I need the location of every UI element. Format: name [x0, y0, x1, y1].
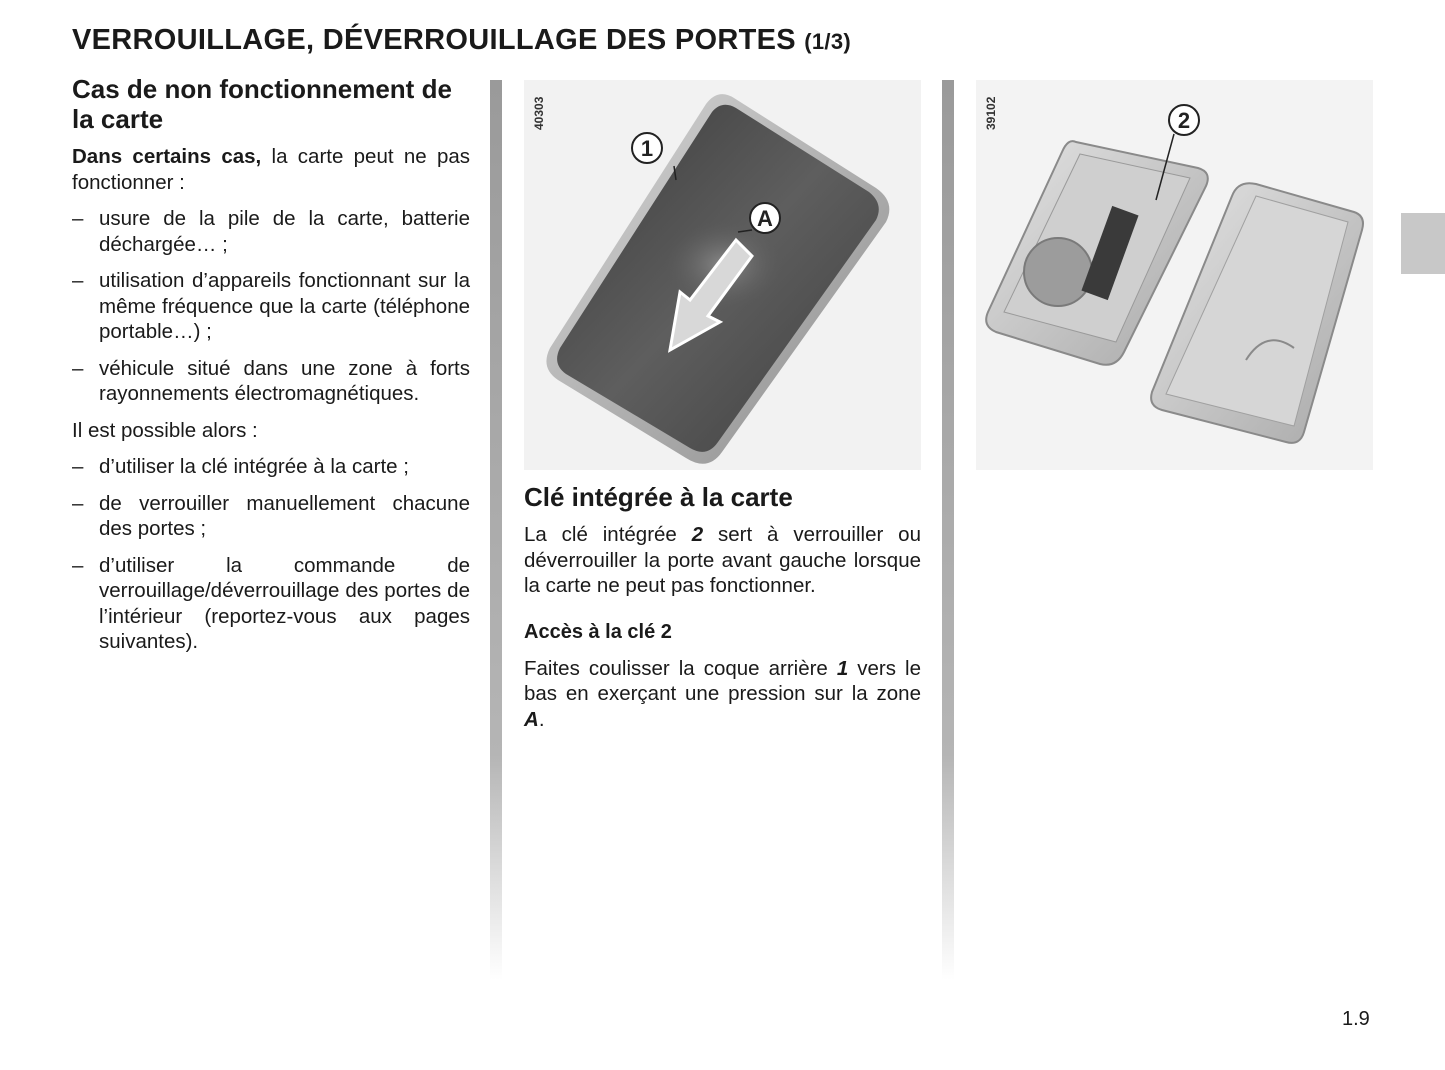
- figure-reference: 39102: [984, 96, 998, 130]
- svg-text:1: 1: [640, 136, 654, 161]
- list-item: – véhicule situé dans une zone à forts rayonnements électromagnétiques.: [72, 356, 470, 405]
- card-slide-figure: [524, 80, 921, 470]
- left-column: [72, 74, 470, 666]
- opened-card-illustration: [976, 80, 1373, 470]
- key-access-instructions: Faites coulisser la coque arrière 1 vers le bas en exerçant une pression sur la zone A.: [524, 656, 921, 731]
- section-heading-integrated-key: Clé intégrée à la carte: [524, 482, 793, 512]
- svg-text:A: A: [757, 206, 773, 231]
- key-description: La clé intégrée 2 sert à verrouiller ou déverrouiller la porte avant gauche lorsque la carte ne peut pas fonctionner.: [524, 523, 921, 597]
- list-item: – usure de la pile de la carte, batterie déchargée… ;: [72, 207, 470, 256]
- column-separator: [490, 80, 502, 980]
- callout-a: [750, 203, 780, 233]
- list-item: – de verrouiller manuellement chacune des portes ;: [72, 491, 470, 540]
- list-item: – utilisation d’appareils fonctionnant sur la même fréquence que la carte (téléphone portable…) ;: [72, 269, 470, 343]
- opened-card-figure: [976, 80, 1373, 470]
- section-heading-card-failure: Cas de non fonctionnement de la carte: [72, 74, 452, 134]
- chapter-tab: [1401, 213, 1445, 274]
- page-title: VERROUILLAGE, DÉVERROUILLAGE DES PORTES (1/3): [72, 24, 851, 56]
- causes-list: [72, 206, 470, 407]
- list-item: – d’utiliser la clé intégrée à la carte ;: [72, 455, 409, 478]
- intro-paragraph: Dans certains cas, la carte peut ne pas fonctionner :: [72, 145, 471, 194]
- list-item: – d’utiliser la commande de verrouillage/déverrouillage des portes de l’intérieur (reportez-vous aux pages suivantes).: [72, 553, 470, 653]
- callout-1: [632, 133, 662, 163]
- svg-text:2: 2: [1177, 108, 1191, 133]
- options-list: [72, 454, 470, 655]
- part-indicator: (1/3): [804, 29, 851, 54]
- callout-2: [1169, 105, 1199, 135]
- page-number: 1.9: [1342, 1008, 1370, 1030]
- card-front-shell: [986, 141, 1208, 365]
- column-separator: [942, 80, 954, 980]
- then-paragraph: Il est possible alors :: [72, 418, 258, 442]
- figure-reference: 40303: [532, 96, 546, 130]
- subheading-key-access: Accès à la clé 2: [524, 620, 672, 643]
- middle-column: [524, 482, 921, 743]
- card-illustration: [524, 80, 921, 470]
